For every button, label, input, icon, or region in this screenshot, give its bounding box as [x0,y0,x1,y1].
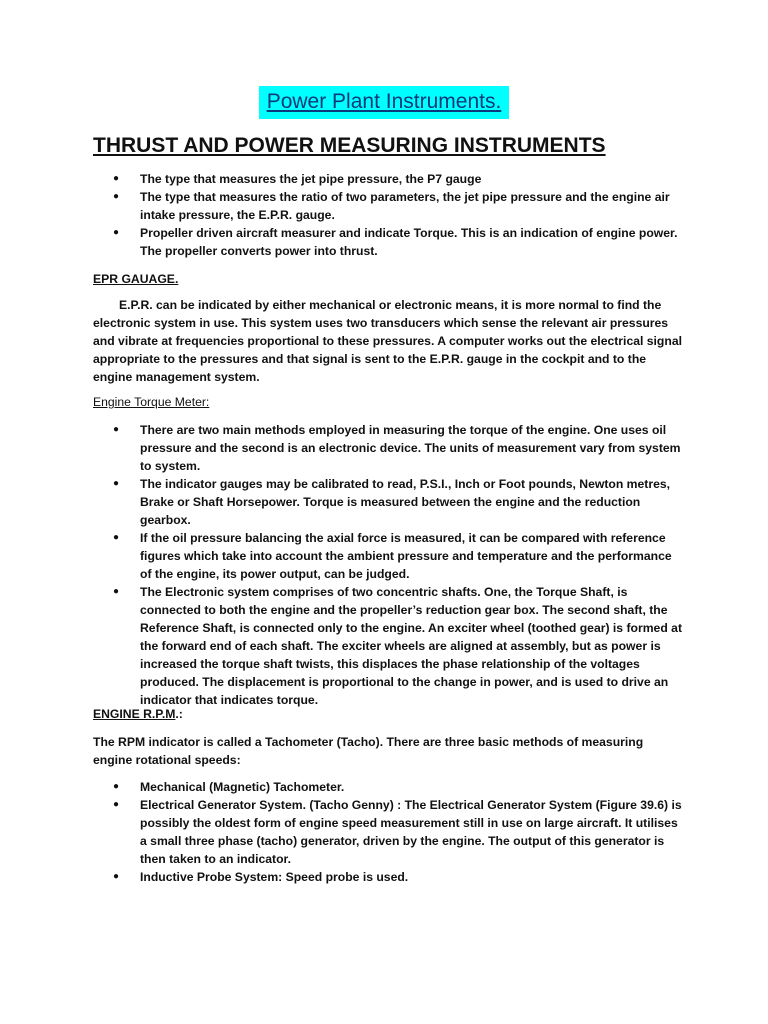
page-title-dot: . [495,90,502,113]
list-item: ● The Electronic system comprises of two concentric shafts. One, the Torque Shaft, is connected to both the engine and the propeller’s reduction gear box. The second shaft, the Reference Shaft, is connected only to the engine. An exciter wheel (toothed gear) is formed at the forward end of each shaft. The exciter wheels are aligned at assembly, but as power is increased the torque shaft twists, this displaces the phase relationship of the voltages produced. The displacement is proportional to the change in power, and is used to drive an indicator that indicates torque. [93,583,683,709]
list-item: ● The type that measures the jet pipe pressure, the P7 gauge [93,170,683,188]
title-container [0,86,768,119]
list-item: ● The indicator gauges may be calibrated to read, P.S.I., Inch or Foot pounds, Newton metres, Brake or Shaft Horsepower. Torque is measured between the engine and the reduction gearbox. [93,475,683,529]
list-item: ● Propeller driven aircraft measurer and indicate Torque. This is an indication of engine power. The propeller converts power into thrust. [93,224,683,260]
section-title-thrust: THRUST AND POWER MEASURING INSTRUMENTS [93,134,606,157]
list-item: ● Mechanical (Magnetic) Tachometer. [93,778,683,796]
rpm-intro: The RPM indicator is called a Tachometer (Tacho). There are three basic methods of measuring engine rotational speeds: [93,735,644,767]
epr-heading: EPR GAUAGE. [93,272,179,286]
epr-paragraph: E.P.R. can be indicated by either mechanical or electronic means, it is more normal to find the electronic system in use. This system uses two transducers which sense the relevant air pressures and vibrate at frequencies proportional to these pressures. A computer works out the electrical signal appropriate to the pressures and that signal is sent to the E.P.R. gauge in the cockpit and to the engine management system. [93,298,682,384]
rpm-heading: ENGINE R.P.M [93,707,176,721]
rpm-heading-wrap [93,705,183,723]
thrust-bullet-list [93,170,683,260]
rpm-bullet-list [93,778,683,886]
page-title-text: Power Plant Instruments [266,90,496,113]
torque-heading: Engine Torque Meter: [93,395,210,409]
rpm-heading-suffix: .: [175,707,183,721]
list-item: ● Electrical Generator System. (Tacho Genny) : The Electrical Generator System (Figure 39.6) is possibly the oldest form of engine speed measurement still in use on large aircraft. It utilises a small three phase (tacho) generator, driven by the engine. The output of this generator is then taken to an indicator. [93,796,683,868]
page-title [259,86,510,119]
list-item: ● Inductive Probe System: Speed probe is used. [93,868,683,886]
torque-bullet-list [93,421,683,709]
list-item: ● There are two main methods employed in measuring the torque of the engine. One uses oil pressure and the second is an electronic device. The units of measurement vary from system to system. [93,421,683,475]
list-item: ● The type that measures the ratio of two parameters, the jet pipe pressure and the engine air intake pressure, the E.P.R. gauge. [93,188,683,224]
list-item: ● If the oil pressure balancing the axial force is measured, it can be compared with reference figures which take into account the ambient pressure and temperature and the performance of the engine, its power output, can be judged. [93,529,683,583]
